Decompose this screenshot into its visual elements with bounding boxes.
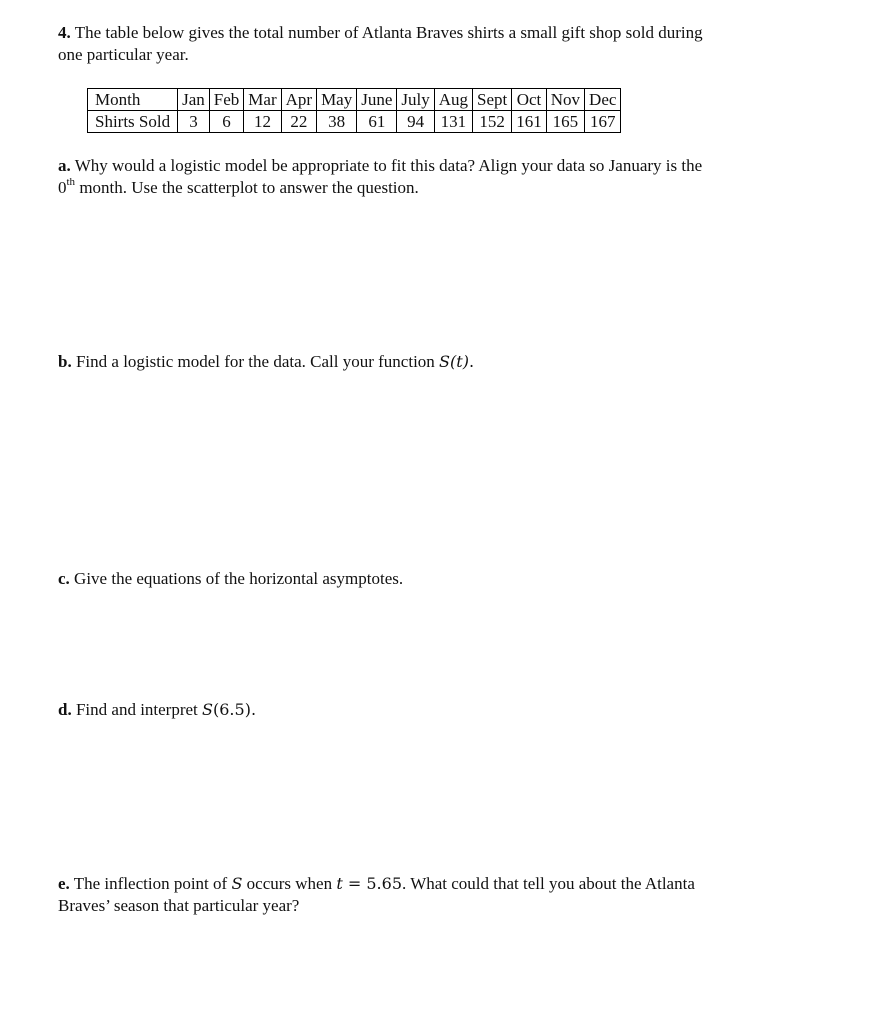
function-name: S	[202, 700, 213, 719]
question-a-text-2: month. Use the scatterplot to answer the question.	[75, 178, 419, 197]
question-a-text-1: Why would a logistic model be appropriate to fit this data? Align your data so January is the	[74, 156, 703, 175]
question-e-text-1: The inflection point of	[73, 874, 232, 893]
question-c-text: Give the equations of the horizontal asymptotes.	[74, 569, 404, 588]
ordinal-number: 0	[58, 178, 67, 197]
month-cell: Apr	[281, 89, 316, 111]
question-d-text: Find and interpret	[75, 700, 203, 719]
month-row	[88, 89, 621, 111]
question-a-line-1	[58, 155, 702, 177]
month-cell: Nov	[546, 89, 584, 111]
month-cell: Aug	[434, 89, 472, 111]
question-c-label: c.	[58, 569, 70, 588]
shirts-cell: 6	[209, 111, 244, 133]
month-cell: Mar	[244, 89, 281, 111]
question-a	[58, 155, 702, 199]
row-label-shirts: Shirts Sold	[88, 111, 178, 133]
function-name: S	[439, 352, 451, 371]
question-b-label: b.	[58, 352, 72, 371]
question-b-end: .	[468, 352, 475, 371]
month-cell: Sept	[473, 89, 512, 111]
shirts-row	[88, 111, 621, 133]
intro-line-1	[58, 22, 703, 44]
month-cell: Dec	[585, 89, 621, 111]
question-b-text: Find a logistic model for the data. Call your function	[75, 352, 440, 371]
shirts-cell: 152	[473, 111, 512, 133]
question-d-label: d.	[58, 700, 72, 719]
question-e-line-1	[58, 873, 695, 895]
intro-text-1: The table below gives the total number of Atlanta Braves shirts a small gift shop sold during	[74, 23, 703, 42]
month-cell: Oct	[512, 89, 547, 111]
shirts-cell: 38	[317, 111, 357, 133]
question-e-line-2: Braves’ season that particular year?	[58, 896, 300, 915]
month-cell: July	[397, 89, 434, 111]
problem-number: 4.	[58, 23, 71, 42]
inflection-value: = 5.65	[342, 874, 402, 893]
shirts-sold-table	[87, 88, 621, 133]
shirts-cell: 22	[281, 111, 316, 133]
question-d	[58, 699, 256, 721]
question-e-text-3: . What could that tell you about the Atlanta	[402, 874, 695, 893]
question-a-line-2	[58, 177, 702, 199]
month-cell: May	[317, 89, 357, 111]
shirts-cell: 161	[512, 111, 547, 133]
row-label-month: Month	[88, 89, 178, 111]
function-name: S	[231, 874, 243, 893]
shirts-cell: 167	[585, 111, 621, 133]
shirts-cell: 131	[434, 111, 472, 133]
shirts-cell: 61	[357, 111, 397, 133]
problem-intro	[58, 22, 703, 66]
question-a-label: a.	[58, 156, 71, 175]
month-cell: Feb	[209, 89, 244, 111]
question-e-label: e.	[58, 874, 70, 893]
intro-line-2: one particular year.	[58, 45, 189, 64]
variable-t: t	[336, 874, 343, 893]
shirts-cell: 165	[546, 111, 584, 133]
month-cell: Jan	[178, 89, 210, 111]
function-arg: (t)	[450, 352, 469, 371]
function-arg: (6.5)	[213, 700, 251, 719]
ordinal-suffix: th	[66, 176, 76, 189]
question-b	[58, 351, 474, 373]
question-c	[58, 568, 403, 590]
shirts-cell: 94	[397, 111, 434, 133]
question-d-end: .	[250, 700, 257, 719]
question-e	[58, 873, 695, 917]
shirts-cell: 12	[244, 111, 281, 133]
month-cell: June	[357, 89, 397, 111]
question-e-text-2: occurs when	[242, 874, 337, 893]
shirts-cell: 3	[178, 111, 210, 133]
